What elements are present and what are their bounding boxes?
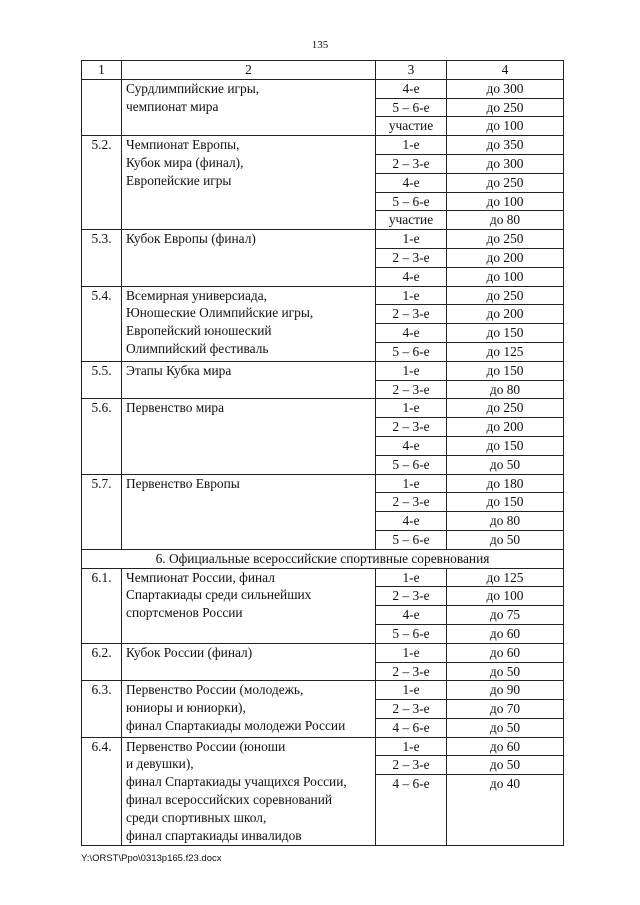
table-row	[82, 737, 564, 756]
points-cell: до 150	[447, 324, 564, 343]
competition-name-line: Олимпийский фестиваль	[126, 340, 269, 356]
competition-name-line: Сурдлимпийские игры,	[126, 80, 260, 96]
points-cell: до 250	[447, 98, 564, 117]
points-cell: до 80	[447, 211, 564, 230]
place-cell: 5 – 6-е	[376, 455, 447, 474]
header-row	[82, 61, 564, 80]
item-number: 5.7.	[82, 474, 122, 549]
competition-name-line: Первенство мира	[126, 400, 225, 416]
item-number	[82, 79, 122, 135]
place-cell: 2 – 3-е	[376, 493, 447, 512]
competition-name-line: финал всероссийских соревнований	[126, 792, 333, 808]
points-cell: до 250	[447, 173, 564, 192]
competition-name-line: Спартакиады среди сильнейших	[126, 587, 312, 603]
competition-name	[122, 643, 376, 681]
points-cell: до 75	[447, 606, 564, 625]
points-cell: до 50	[447, 530, 564, 549]
points-cell: до 125	[447, 342, 564, 361]
points-cell: до 50	[447, 662, 564, 681]
points-cell: до 200	[447, 418, 564, 437]
competition-name-line: финал спартакиады инвалидов	[126, 827, 302, 843]
competition-name-line: Первенство России (юноши	[126, 738, 286, 754]
place-cell: 2 – 3-е	[376, 700, 447, 719]
place-cell: 1-е	[376, 568, 447, 587]
table-row	[82, 681, 564, 700]
points-cell: до 50	[447, 455, 564, 474]
file-path-footer: Y:\ORST\Ppo\0313p165.f23.docx	[81, 853, 222, 864]
points-cell: до 300	[447, 79, 564, 98]
points-cell: до 250	[447, 230, 564, 249]
points-cell: до 100	[447, 267, 564, 286]
place-cell: 2 – 3-е	[376, 305, 447, 324]
place-cell: 4-е	[376, 436, 447, 455]
competition-name	[122, 79, 376, 135]
item-number: 5.3.	[82, 230, 122, 286]
competition-name-line: Чемпионат Европы,	[126, 137, 240, 153]
competition-name	[122, 230, 376, 286]
points-cell: до 80	[447, 512, 564, 531]
competition-name	[122, 286, 376, 361]
competition-name	[122, 399, 376, 474]
competition-name-line: финал Спартакиады учащихся России,	[126, 774, 347, 790]
place-cell: 5 – 6-е	[376, 530, 447, 549]
competition-name-line: Кубок Европы (финал)	[126, 231, 256, 247]
place-cell: 5 – 6-е	[376, 192, 447, 211]
place-cell: 2 – 3-е	[376, 380, 447, 399]
place-cell: 5 – 6-е	[376, 98, 447, 117]
points-cell: до 50	[447, 718, 564, 737]
column-header: 3	[376, 61, 447, 80]
points-cell: до 60	[447, 737, 564, 756]
sports-points-table	[81, 60, 564, 846]
place-cell: 4-е	[376, 267, 447, 286]
place-cell: 5 – 6-е	[376, 342, 447, 361]
points-cell: до 70	[447, 700, 564, 719]
competition-name	[122, 136, 376, 230]
table-row	[82, 568, 564, 587]
place-cell: 1-е	[376, 474, 447, 493]
column-header: 1	[82, 61, 122, 80]
competition-name-line: чемпионат мира	[126, 98, 219, 114]
competition-name-line: Первенство Европы	[126, 475, 240, 491]
place-cell: 5 – 6-е	[376, 624, 447, 643]
column-header: 2	[122, 61, 376, 80]
points-cell: до 50	[447, 756, 564, 775]
item-number: 5.5.	[82, 361, 122, 399]
competition-name	[122, 681, 376, 737]
points-cell: до 40	[447, 775, 564, 846]
place-cell: 2 – 3-е	[376, 756, 447, 775]
points-cell: до 90	[447, 681, 564, 700]
place-cell: 1-е	[376, 737, 447, 756]
place-cell: 4 – 6-е	[376, 718, 447, 737]
item-number: 5.2.	[82, 136, 122, 230]
competition-name-line: юниоры и юниорки),	[126, 700, 246, 716]
place-cell: 4-е	[376, 606, 447, 625]
item-number: 6.2.	[82, 643, 122, 681]
competition-name	[122, 474, 376, 549]
table-row	[82, 643, 564, 662]
place-cell: 1-е	[376, 230, 447, 249]
column-header: 4	[447, 61, 564, 80]
place-cell: 4 – 6-е	[376, 775, 447, 846]
place-cell: 1-е	[376, 399, 447, 418]
place-cell: 1-е	[376, 286, 447, 305]
page-number: 135	[311, 39, 329, 51]
place-cell: 1-е	[376, 136, 447, 155]
competition-name	[122, 568, 376, 643]
points-cell: до 100	[447, 587, 564, 606]
competition-name	[122, 361, 376, 399]
points-cell: до 250	[447, 286, 564, 305]
points-cell: до 80	[447, 380, 564, 399]
place-cell: 1-е	[376, 361, 447, 380]
competition-name	[122, 737, 376, 846]
place-cell: 1-е	[376, 681, 447, 700]
points-cell: до 60	[447, 643, 564, 662]
place-cell: 2 – 3-е	[376, 587, 447, 606]
points-cell: до 350	[447, 136, 564, 155]
competition-name-line: Чемпионат России, финал	[126, 569, 275, 585]
table-row	[82, 230, 564, 249]
competition-name-line: Всемирная универсиада,	[126, 287, 268, 303]
place-cell: 2 – 3-е	[376, 248, 447, 267]
points-cell: до 60	[447, 624, 564, 643]
place-cell: участие	[376, 117, 447, 136]
item-number: 6.4.	[82, 737, 122, 846]
points-cell: до 200	[447, 305, 564, 324]
place-cell: 2 – 3-е	[376, 418, 447, 437]
competition-name-line: Юношеские Олимпийские игры,	[126, 305, 314, 321]
table-row	[82, 136, 564, 155]
points-cell: до 100	[447, 117, 564, 136]
points-cell: до 150	[447, 493, 564, 512]
table-row	[82, 361, 564, 380]
competition-name-line: Кубок России (финал)	[126, 644, 253, 660]
competition-name-line: среди спортивных школ,	[126, 809, 267, 825]
item-number: 6.1.	[82, 568, 122, 643]
competition-name-line: спортсменов России	[126, 605, 243, 621]
points-cell: до 150	[447, 436, 564, 455]
competition-name-line: Европейский юношеский	[126, 323, 272, 339]
section-row	[82, 549, 564, 568]
competition-name-line: Европейские игры	[126, 172, 232, 188]
competition-name-line: Кубок мира (финал),	[126, 154, 244, 170]
place-cell: 4-е	[376, 324, 447, 343]
place-cell: участие	[376, 211, 447, 230]
place-cell: 2 – 3-е	[376, 662, 447, 681]
item-number: 5.6.	[82, 399, 122, 474]
place-cell: 4-е	[376, 173, 447, 192]
place-cell: 2 – 3-е	[376, 154, 447, 173]
table-row	[82, 286, 564, 305]
place-cell: 4-е	[376, 79, 447, 98]
table-row	[82, 399, 564, 418]
place-cell: 1-е	[376, 643, 447, 662]
points-cell: до 300	[447, 154, 564, 173]
points-cell: до 250	[447, 399, 564, 418]
item-number: 6.3.	[82, 681, 122, 737]
section-title: 6. Официальные всероссийские спортивные соревнования	[82, 549, 564, 568]
points-cell: до 150	[447, 361, 564, 380]
competition-name-line: Этапы Кубка мира	[126, 362, 232, 378]
points-cell: до 100	[447, 192, 564, 211]
competition-name-line: финал Спартакиады молодежи России	[126, 717, 346, 733]
table-row	[82, 474, 564, 493]
points-cell: до 125	[447, 568, 564, 587]
place-cell: 4-е	[376, 512, 447, 531]
table-row	[82, 79, 564, 98]
points-cell: до 180	[447, 474, 564, 493]
item-number: 5.4.	[82, 286, 122, 361]
points-cell: до 200	[447, 248, 564, 267]
competition-name-line: и девушки),	[126, 756, 194, 772]
competition-name-line: Первенство России (молодежь,	[126, 682, 304, 698]
